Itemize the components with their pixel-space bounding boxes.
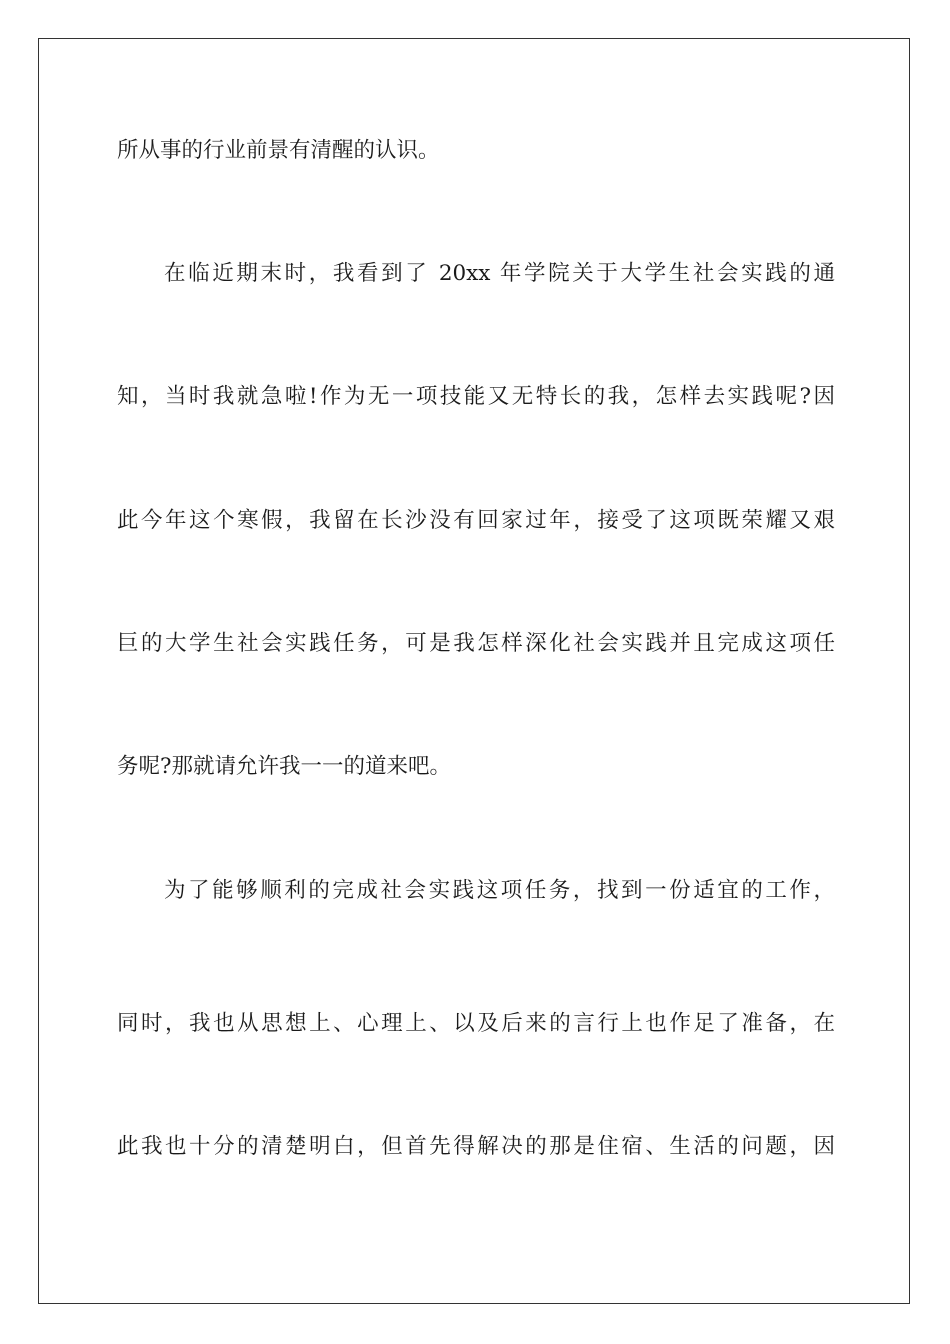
text-line: 此我也十分的清楚明白，但首先得解决的那是住宿、生活的问题，因 xyxy=(117,1134,835,1159)
text-line: 所从事的行业前景有清醒的认识。 xyxy=(117,138,440,163)
text-line: 知，当时我就急啦!作为无一项技能又无特长的我，怎样去实践呢?因 xyxy=(117,384,835,409)
text-line: 此今年这个寒假，我留在长沙没有回家过年，接受了这项既荣耀又艰 xyxy=(117,508,835,533)
text-line: 为了能够顺利的完成社会实践这项任务，找到一份适宜的工作， xyxy=(164,878,835,903)
text-line: 在临近期末时，我看到了 20xx 年学院关于大学生社会实践的通 xyxy=(164,261,835,286)
text-line: 巨的大学生社会实践任务，可是我怎样深化社会实践并且完成这项任 xyxy=(117,631,835,656)
page-border xyxy=(38,38,910,1304)
text-line: 同时，我也从思想上、心理上、以及后来的言行上也作足了准备，在 xyxy=(117,1011,835,1036)
text-line: 务呢?那就请允许我一一的道来吧。 xyxy=(117,754,452,779)
